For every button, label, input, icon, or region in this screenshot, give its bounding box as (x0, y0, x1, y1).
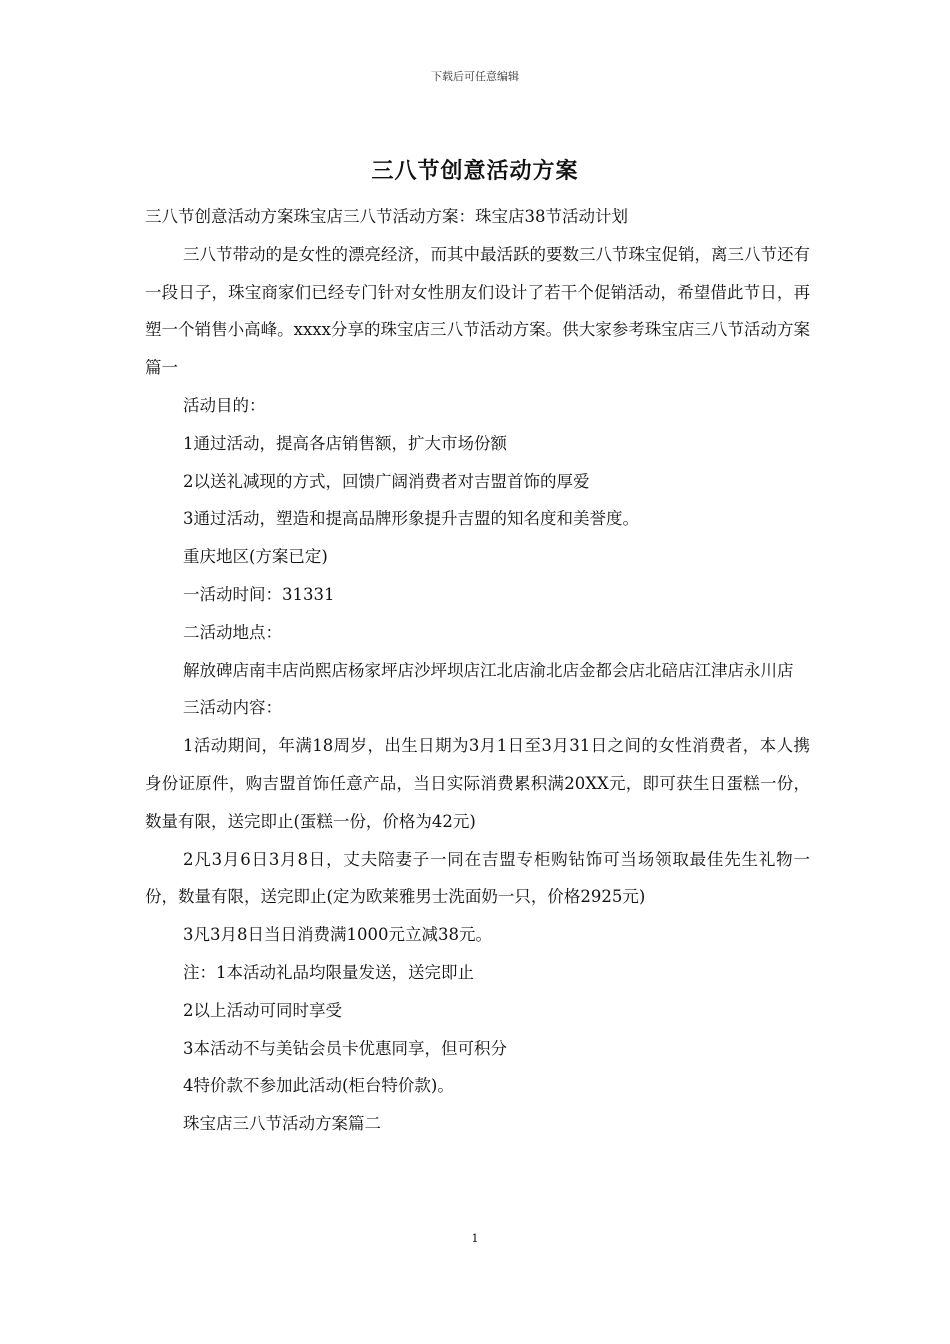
content-item-3: 3凡3月8日当日消费满1000元立减38元。 (183, 925, 492, 945)
page-number: 1 (471, 1232, 479, 1245)
purpose-item-1: 1通过活动，提高各店销售额，扩大市场份额 (183, 433, 507, 453)
intro-paragraph: 三八节带动的是女性的漂亮经济，而其中最活跃的要数三八节珠宝促销，离三八节还有一段日子，珠宝商家们已经专门针对女性朋友们设计了若干个促销活动，希望借此节日，再塑一个销售小高峰。xxxx分享的珠宝店三八节活动方案。供大家参考珠宝店三八节活动方案篇一 (145, 244, 810, 378)
note-item-1: 注：1本活动礼品均限量发送，送完即止 (183, 962, 474, 982)
activity-content-heading: 三活动内容： (183, 698, 282, 718)
activity-location-heading: 二活动地点： (183, 622, 282, 642)
activity-time: 一活动时间：31331 (183, 584, 335, 604)
note-item-4: 4特价款不参加此活动(柜台特价款)。 (183, 1076, 454, 1096)
note-item-2: 2以上活动可同时享受 (183, 1000, 342, 1020)
activity-location-list: 解放碑店南丰店尚熙店杨家坪店沙坪坝店江北店渝北店金都会店北碚店江津店永川店 (183, 660, 794, 680)
note-item-3: 3本活动不与美钻会员卡优惠同享，但可积分 (183, 1038, 507, 1058)
document-title: 三八节创意活动方案 (371, 158, 579, 184)
intro-line: 三八节创意活动方案珠宝店三八节活动方案：珠宝店38节活动计划 (145, 207, 628, 226)
section-purpose-heading: 活动目的： (183, 395, 266, 415)
purpose-item-2: 2以送礼减现的方式，回馈广阔消费者对吉盟首饰的厚爱 (183, 471, 590, 491)
purpose-item-3: 3通过活动，塑造和提高品牌形象提升吉盟的知名度和美誉度。 (183, 509, 639, 529)
header-note: 下载后可任意编辑 (431, 70, 519, 83)
content-item-2: 2凡3月6日3月8日，丈夫陪妻子一同在吉盟专柜购钻饰可当场领取最佳先生礼物一份，数量有限，送完即止(定为欧莱雅男士洗面奶一只，价格2925元) (145, 849, 810, 907)
section-two-heading: 珠宝店三八节活动方案篇二 (183, 1114, 381, 1134)
region-heading: 重庆地区(方案已定) (183, 547, 328, 567)
document-body (145, 198, 810, 1143)
content-item-1: 1活动期间，年满18周岁，出生日期为3月1日至3月31日之间的女性消费者，本人携身份证原件，购吉盟首饰任意产品，当日实际消费累积满20XX元，即可获生日蛋糕一份，数量有限，送完即止(蛋糕一份，价格为42元) (145, 736, 810, 831)
